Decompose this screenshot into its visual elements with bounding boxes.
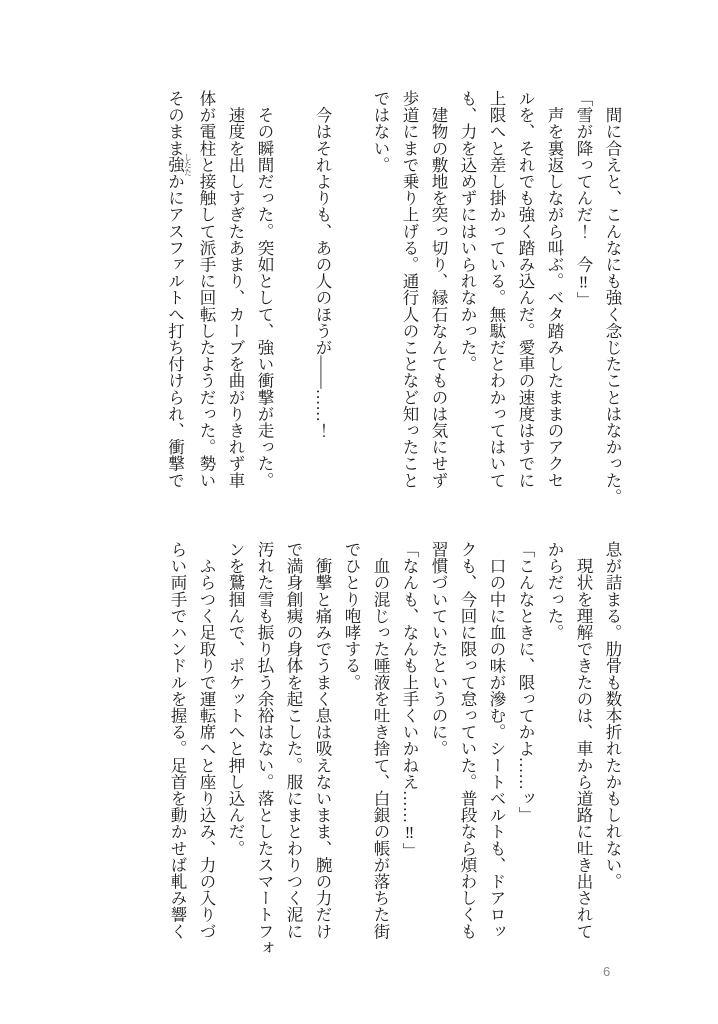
text-line: ではない。 [371,90,390,173]
text-line: も、力を込めずにはいられなかった。 [458,90,477,373]
text-line: 体が電柱と接触して派手に回転したようだった。勢い [197,90,216,489]
text-line: 今はそれよりも、あの人のほうが――……！ [313,90,332,439]
text-line: で満身創痍の身体を起こした。服にまとわりつく泥に [284,541,303,940]
text-line: 建物の敷地を突っ切り、縁石なんてものは気にせず [429,90,448,489]
text-line: からだった。 [545,541,564,641]
text-line: ふらつく足取りで運転席へと座り込み、力の入りづ [197,541,216,940]
top-text-block [163,90,627,507]
text-line: 「こんなときに、限ってかよ……ッ」 [516,541,535,824]
blank-line [337,90,366,507]
text-line: その瞬間だった。突如として、強い衝撃が走った。 [255,90,274,489]
text-line: 上限へと差し掛かっている。無駄だとわかってはいて [487,90,506,489]
text-line: クも、今回に限って怠っていた。普段なら煩わしくも [458,541,477,940]
furigana-ruby: 強 したた [165,153,193,176]
text-line: 衝撃と痛みでうまく息は吸えないまま、腕の力だけ [313,541,332,940]
text-line: 速度を出しすぎたあまり、カーブを曲がりきれず車 [226,90,245,489]
text-line: 血の混じった唾液を吐き捨て、白銀の帳が落ちた街 [371,541,390,940]
text-line: らい両手でハンドルを握る。足首を動かせば軋み響く [168,541,187,940]
text-line: 声を裏返しながら叫ぶ。ベタ踏みしたままのアクセ [545,90,564,489]
text-line: 口の中に血の味が滲む。シートベルトも、ドアロッ [487,541,506,940]
text-line: ルを、それでも強く踏み込んだ。愛車の速度はすでに [516,90,535,489]
text-line: 汚れた雪も振り払う余裕はない。落としたスマートフォ [255,541,274,956]
text-line: でひとり咆哮する。 [342,541,361,691]
text-line: 「なんも、なんも上手くいかねえ……‼」 [400,541,419,859]
text-line: 習慣づいていたというのに。 [429,541,448,757]
text-line: そのまま強 したたかにアスファルトへ打ち付けられ、衝撃で [165,90,193,489]
page-number: 6 [603,964,611,979]
text-line: 歩道にまで乗り上げる。通行人のことなど知ったこと [400,90,419,489]
text-line: 間に合えと、こんなにも強く念じたことはなかった。 [603,90,622,505]
text-line: 息が詰まる。肋骨も数本折れたかもしれない。 [603,541,622,890]
blank-line [279,90,308,507]
text-line: 現状を理解できたのは、車から道路に吐き出されて [574,541,593,940]
bottom-text-block [163,541,627,958]
text-line: ンを鷲掴んで、ポケットへと押し込んだ。 [226,541,245,857]
text-line: 「雪が降ってんだ！ 今‼」 [574,90,593,309]
